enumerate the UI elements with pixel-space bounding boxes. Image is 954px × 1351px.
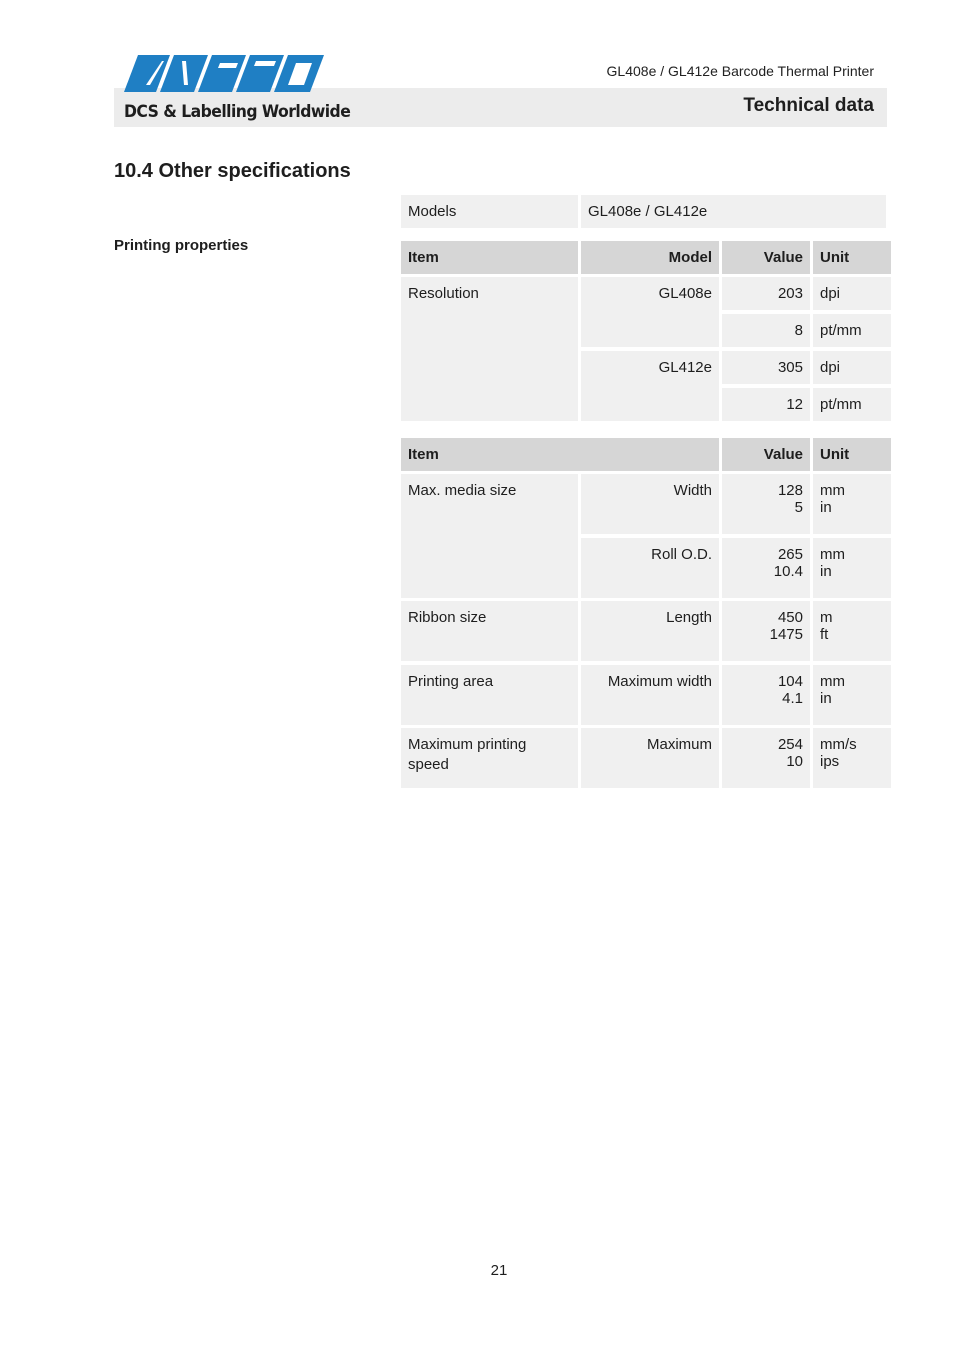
table2-units [813, 665, 891, 725]
page-number: 21 [490, 1262, 508, 1279]
table1-model: GL408e [581, 277, 719, 347]
table2-sub: Width [581, 474, 719, 534]
table2-item: Ribbon size [401, 601, 578, 661]
table2-values [722, 538, 810, 598]
table2-unit: ips [820, 753, 840, 770]
table2-units [813, 601, 891, 661]
table2-item: Max. media size [401, 474, 578, 598]
table1-header-model: Model [581, 241, 719, 274]
table2-units [813, 474, 891, 534]
table2-values [722, 728, 810, 788]
table2-value: 254 [777, 736, 803, 753]
table2-sub: Length [581, 601, 719, 661]
table2-item: Printing area [401, 665, 578, 725]
table2-unit: m [820, 609, 833, 626]
table1-unit: dpi [813, 351, 891, 384]
table2-value: 128 [777, 482, 803, 499]
table2-unit: in [820, 690, 832, 707]
table2-value: 10 [786, 753, 803, 770]
table2-value: 265 [777, 546, 803, 563]
table2-value: 10.4 [773, 563, 803, 580]
table1-item-resolution: Resolution [401, 277, 578, 421]
table2-values [722, 601, 810, 661]
table1-value: 305 [722, 351, 810, 384]
table1-unit: pt/mm [813, 388, 891, 421]
models-value: GL408e / GL412e [581, 195, 886, 228]
page-heading: 10.4 Other specifications [114, 160, 351, 182]
sato-logo [124, 55, 324, 92]
table2-sub: Roll O.D. [581, 538, 719, 598]
table2-sub: Maximum width [581, 665, 719, 725]
table1-header-unit: Unit [813, 241, 891, 274]
document-title: GL408e / GL412e Barcode Thermal Printer [606, 63, 874, 79]
table2-header-unit: Unit [813, 438, 891, 471]
tagline: DCS & Labelling Worldwide [124, 102, 351, 122]
table2-header-item: Item [401, 438, 719, 471]
table2-value: 1475 [769, 626, 803, 643]
models-label: Models [401, 195, 578, 228]
table2-value: 450 [777, 609, 803, 626]
table2-unit: mm [820, 546, 845, 563]
table1-unit: dpi [813, 277, 891, 310]
table2-header-value: Value [722, 438, 810, 471]
table1-model: GL412e [581, 351, 719, 421]
table2-values [722, 474, 810, 534]
table2-value: 4.1 [782, 690, 803, 707]
table2-unit: mm [820, 482, 845, 499]
table2-values [722, 665, 810, 725]
table2-value: 5 [794, 499, 803, 516]
table2-unit: mm [820, 673, 845, 690]
table1-header-value: Value [722, 241, 810, 274]
table1-header-item: Item [401, 241, 578, 274]
section-title: Technical data [743, 95, 874, 116]
table2-units [813, 728, 891, 788]
table2-unit: ft [820, 626, 829, 643]
side-label: Printing properties [114, 237, 249, 254]
table1-value: 203 [722, 277, 810, 310]
table2-unit: in [820, 499, 832, 516]
table2-unit: mm/s [820, 736, 857, 753]
table2-unit: in [820, 563, 832, 580]
table1-value: 8 [722, 314, 810, 347]
table1-unit: pt/mm [813, 314, 891, 347]
table2-sub: Maximum [581, 728, 719, 788]
table2-value: 104 [777, 673, 803, 690]
table2-item: Maximum printing speed [401, 728, 578, 788]
table1-value: 12 [722, 388, 810, 421]
table2-units [813, 538, 891, 598]
